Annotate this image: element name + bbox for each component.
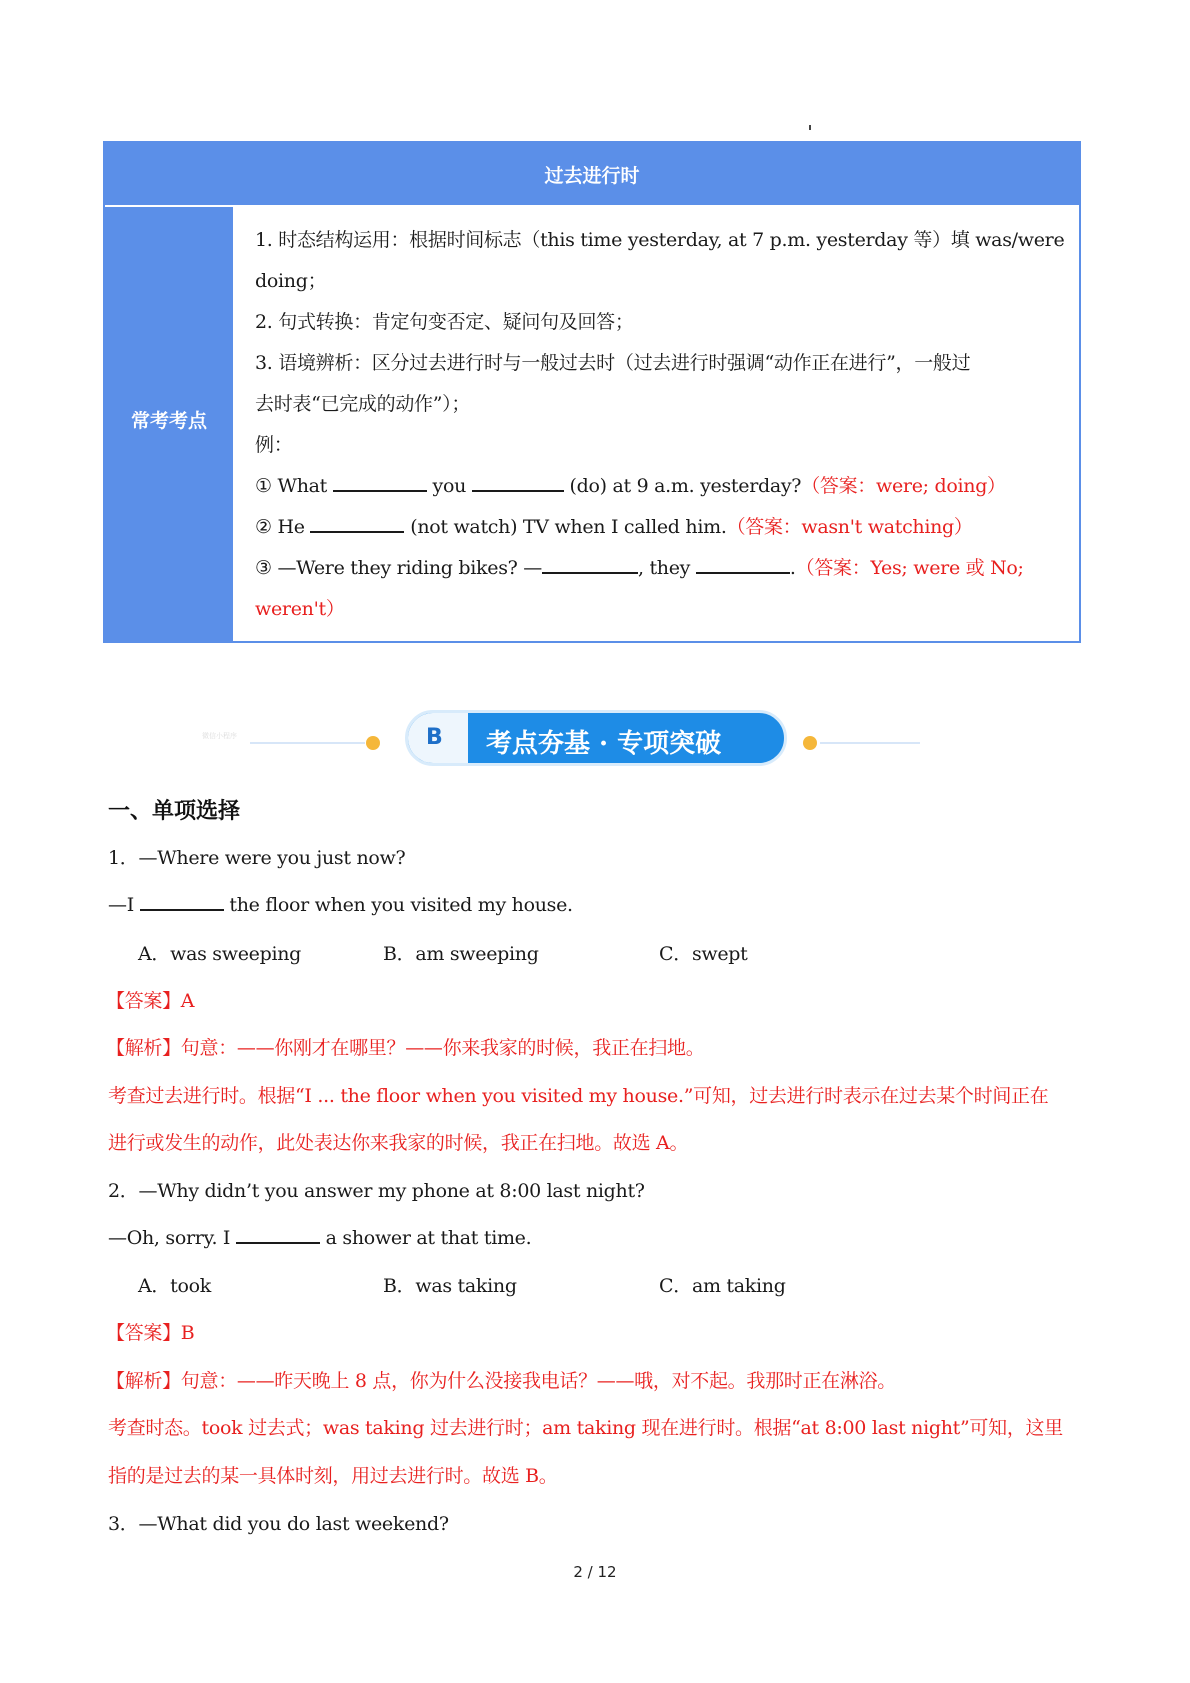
section-banner <box>190 708 920 768</box>
answer-1: 【答案】A <box>106 990 195 1012</box>
example-text: —Were they riding bikes? — <box>277 557 542 579</box>
question-text: —I <box>108 894 134 916</box>
point-3: 3. 语境辨析：区分过去进行时与一般过去时（过去进行时强调“动作正在进行”，一般过 <box>255 352 971 374</box>
table-header <box>105 143 1079 207</box>
banner-letter: B <box>426 725 443 750</box>
point-1: 1. 时态结构运用：根据时间标志（this time yesterday, at 7 p.m. yesterday 等）填 was/were <box>255 229 1065 251</box>
example-1 <box>255 471 1006 498</box>
page-mark <box>809 125 811 130</box>
question-text: —Oh, sorry. I <box>108 1227 231 1249</box>
key-points-table <box>103 141 1081 643</box>
analysis-2-line-3: 指的是过去的某一具体时刻，用过去进行时。故选 B。 <box>108 1465 558 1487</box>
example-text: . <box>789 557 796 579</box>
example-text: you <box>432 475 467 497</box>
option-a: A．took <box>138 1275 211 1297</box>
page-number: 2 / 12 <box>573 1563 617 1581</box>
answer-blank <box>236 1224 320 1244</box>
question-text: a shower at that time. <box>325 1227 532 1249</box>
option-a: A．was sweeping <box>138 943 302 965</box>
option-b: B．was taking <box>383 1275 517 1297</box>
option-c: C．swept <box>659 943 748 965</box>
option-c: C．am taking <box>659 1275 786 1297</box>
table-content <box>255 207 1065 641</box>
point-1-cont: doing； <box>255 270 327 292</box>
answer-blank <box>472 472 564 492</box>
point-2: 2. 句式转换：肯定句变否定、疑问句及回答； <box>255 311 634 333</box>
analysis-2-line-2: 考查时态。took 过去式；was taking 过去进行时；am taking 现在进行时。根据“at 8:00 last night”可知，这里 <box>108 1417 1063 1439</box>
banner-line-left <box>250 742 365 744</box>
answer-blank <box>542 554 638 574</box>
banner-dot-left <box>366 736 380 750</box>
example-label: 例： <box>255 434 293 456</box>
example-answer: （答案：wasn't watching） <box>726 516 973 538</box>
point-3-cont: 去时表“已完成的动作”）； <box>255 393 471 415</box>
question-1-line-2 <box>108 891 573 916</box>
example-3-answer-cont: weren't） <box>255 598 345 620</box>
faint-watermark: 微信小程序 <box>202 732 237 740</box>
analysis-1-line-1: 【解析】句意：——你刚才在哪里？——你来我家的时候，我正在扫地。 <box>106 1037 705 1059</box>
banner-pill <box>405 710 787 766</box>
answer-2: 【答案】B <box>106 1322 195 1344</box>
option-b: B．am sweeping <box>383 943 539 965</box>
example-text: What <box>277 475 328 497</box>
side-label: 常考考点 <box>130 410 207 432</box>
example-text: He <box>277 516 305 538</box>
question-3: 3．—What did you do last weekend? <box>108 1513 449 1535</box>
example-num: ② <box>255 516 272 538</box>
question-1: 1．—Where were you just now? <box>108 847 406 869</box>
example-num: ① <box>255 475 272 497</box>
example-text: , they <box>637 557 691 579</box>
analysis-1-line-2: 考查过去进行时。根据“I ... the floor when you visited my house.”可知，过去进行时表示在过去某个时间正在 <box>108 1085 1049 1107</box>
table-title: 过去进行时 <box>544 165 640 187</box>
answer-blank <box>696 554 790 574</box>
question-2: 2．—Why didn’t you answer my phone at 8:00 last night? <box>108 1180 645 1202</box>
analysis-2-line-1: 【解析】句意：——昨天晚上 8 点，你为什么没接我电话？——哦，对不起。我那时正在淋浴。 <box>106 1370 896 1392</box>
answer-blank <box>310 513 404 533</box>
example-2 <box>255 512 973 539</box>
answer-blank <box>140 891 224 911</box>
table-side-cell <box>105 207 235 641</box>
example-num: ③ <box>255 557 272 579</box>
banner-dot-right <box>803 736 817 750</box>
answer-blank <box>333 472 427 492</box>
example-3 <box>255 553 1024 580</box>
banner-line-right <box>820 742 920 744</box>
example-text: (not watch) TV when I called him. <box>410 516 727 538</box>
example-answer: （答案：Yes; were 或 No; <box>795 557 1024 579</box>
banner-title: 考点夯基 · 专项突破 <box>486 729 722 759</box>
section-title: 一、单项选择 <box>108 799 241 824</box>
question-2-line-2 <box>108 1224 531 1249</box>
analysis-1-line-3: 进行或发生的动作，此处表达你来我家的时候，我正在扫地。故选 A。 <box>108 1132 689 1154</box>
example-text: (do) at 9 a.m. yesterday? <box>569 475 802 497</box>
question-text: the floor when you visited my house. <box>229 894 573 916</box>
example-answer: （答案：were; doing） <box>801 475 1006 497</box>
